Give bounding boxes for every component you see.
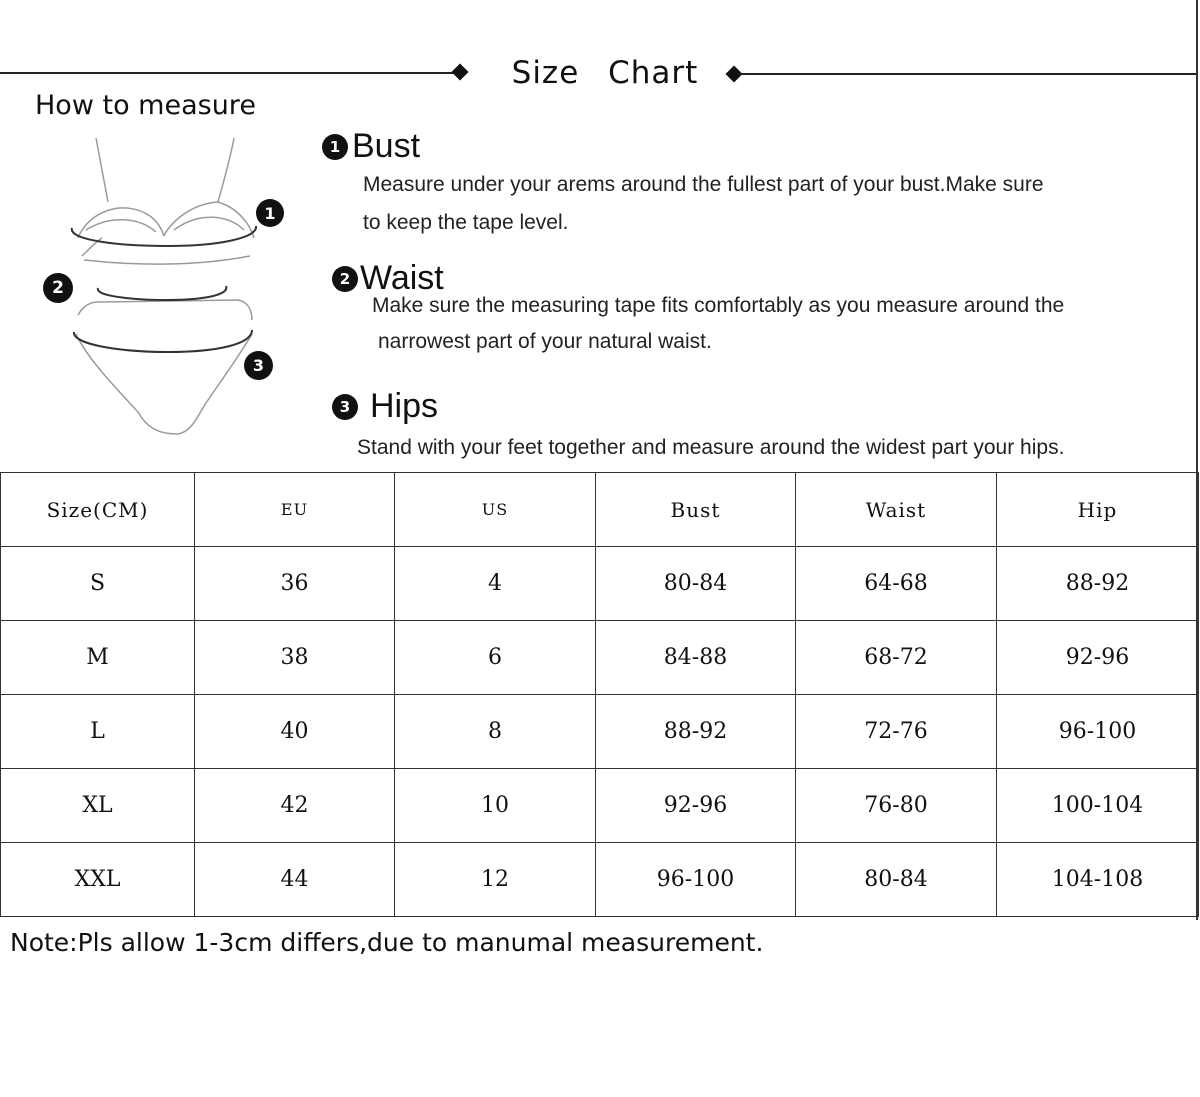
cell-eu: 36 (195, 547, 395, 621)
header-hip: Hip (997, 473, 1199, 547)
cell-bust: 96-100 (596, 843, 796, 917)
cell-eu: 44 (195, 843, 395, 917)
cell-waist: 80-84 (796, 843, 997, 917)
title-word-chart: Chart (608, 55, 699, 91)
cell-waist: 76-80 (796, 769, 997, 843)
size-table (0, 472, 1199, 917)
table-row (1, 843, 1199, 917)
diamond-left-icon (452, 64, 469, 81)
marker-2-icon: 2 (43, 273, 73, 303)
cell-size: XXL (1, 843, 195, 917)
header-size: Size(CM) (1, 473, 195, 547)
cell-eu: 42 (195, 769, 395, 843)
cell-us: 4 (395, 547, 596, 621)
table-header-row (1, 473, 1199, 547)
header-rule-right (738, 73, 1198, 75)
cell-hip: 96-100 (997, 695, 1199, 769)
section-bust-heading (322, 127, 420, 166)
cell-us: 8 (395, 695, 596, 769)
cell-waist: 72-76 (796, 695, 997, 769)
cell-eu: 40 (195, 695, 395, 769)
cell-us: 10 (395, 769, 596, 843)
section-hips-text (357, 429, 1064, 467)
header-rule-left (0, 72, 458, 74)
cell-us: 6 (395, 621, 596, 695)
cell-hip: 100-104 (997, 769, 1199, 843)
cell-size: XL (1, 769, 195, 843)
page-title (480, 55, 730, 91)
how-to-measure-heading: How to measure (35, 90, 256, 121)
table-row (1, 769, 1199, 843)
section-bust-title: Bust (352, 127, 421, 165)
cell-eu: 38 (195, 621, 395, 695)
cell-size: S (1, 547, 195, 621)
section-bust-text (363, 166, 1044, 242)
cell-waist: 68-72 (796, 621, 997, 695)
header-eu: EU (195, 473, 395, 547)
hips-text-line-1: Stand with your feet together and measure around the widest part your hips. (357, 436, 1065, 459)
cell-bust: 84-88 (596, 621, 796, 695)
title-word-size: Size (511, 55, 580, 91)
bust-number-icon: 1 (322, 134, 348, 160)
cell-bust: 88-92 (596, 695, 796, 769)
table-row (1, 621, 1199, 695)
section-waist-text (372, 288, 1064, 360)
waist-number-icon: 2 (332, 266, 358, 292)
header-bust: Bust (596, 473, 796, 547)
bust-text-line-2: to keep the tape level. (363, 211, 569, 234)
table-row (1, 547, 1199, 621)
cell-hip: 88-92 (997, 547, 1199, 621)
waist-text-line-2: narrowest part of your natural waist. (378, 330, 712, 353)
cell-size: M (1, 621, 195, 695)
cell-bust: 80-84 (596, 547, 796, 621)
cell-waist: 64-68 (796, 547, 997, 621)
header-us: US (395, 473, 596, 547)
waist-text-line-1: Make sure the measuring tape fits comfortably as you measure around the (372, 294, 1065, 317)
cell-hip: 92-96 (997, 621, 1199, 695)
bust-text-line-1: Measure under your arems around the fullest part of your bust.Make sure (363, 173, 1044, 196)
section-hips-heading (332, 387, 438, 426)
measurement-note: Note:Pls allow 1-3cm differs,due to manumal measurement. (10, 928, 764, 957)
hips-number-icon: 3 (332, 394, 358, 420)
cell-size: L (1, 695, 195, 769)
cell-bust: 92-96 (596, 769, 796, 843)
cell-hip: 104-108 (997, 843, 1199, 917)
section-waist-title: Waist (360, 259, 444, 297)
measurement-illustration (38, 120, 298, 450)
marker-3-icon: 3 (244, 351, 273, 380)
header-waist: Waist (796, 473, 997, 547)
cell-us: 12 (395, 843, 596, 917)
table-row (1, 695, 1199, 769)
marker-1-icon: 1 (256, 199, 284, 227)
section-hips-title: Hips (370, 387, 439, 425)
